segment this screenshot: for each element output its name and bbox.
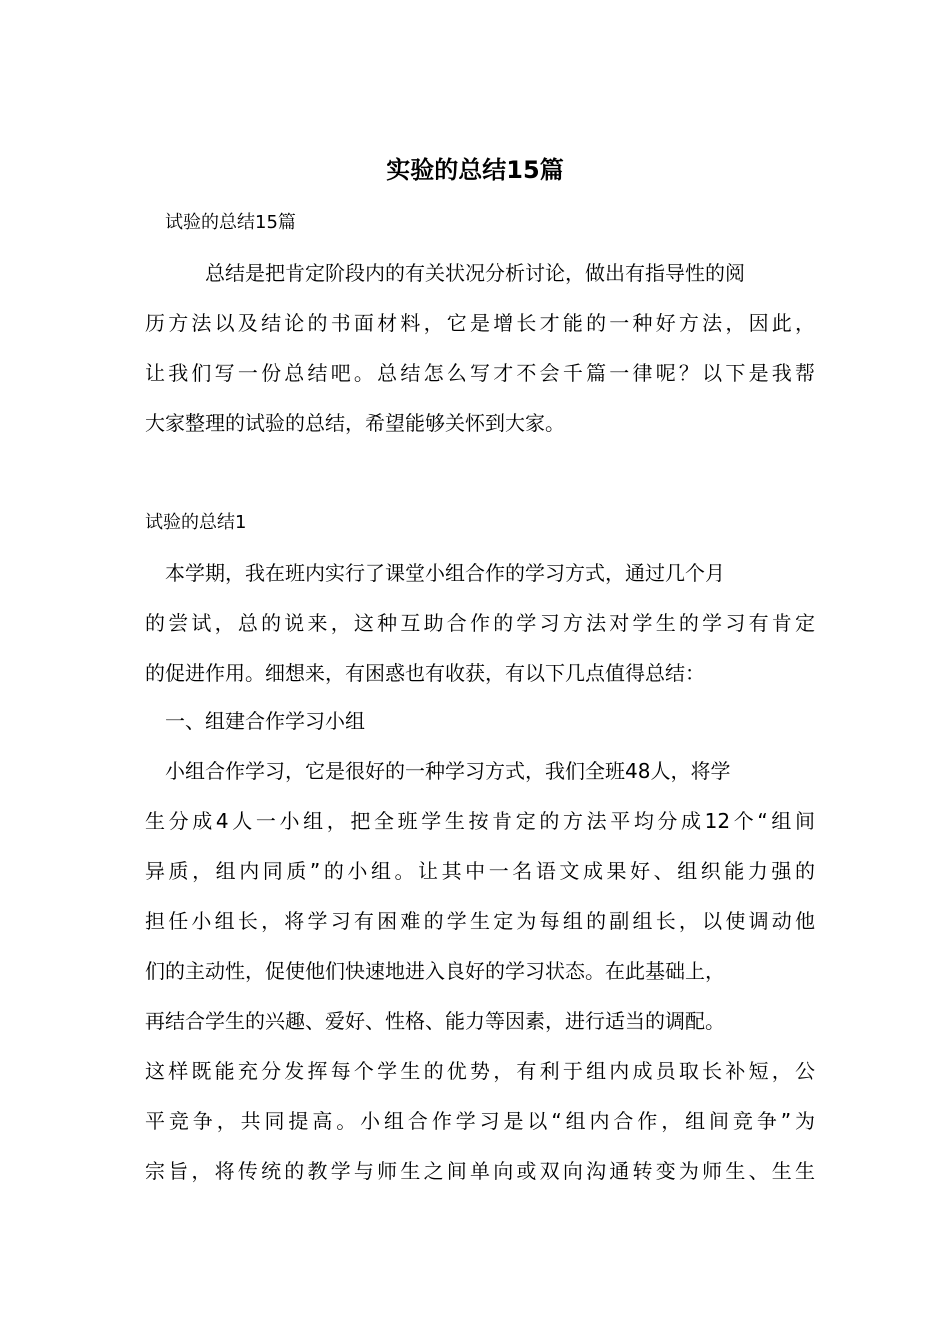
intro-line: 总结是把肯定阶段内的有关状况分析讨论，做出有指导性的阅 (205, 261, 745, 285)
section-heading: 试验的总结1 (145, 512, 247, 533)
intro-line: 让我们写一份总结吧。总结怎么写才不会千篇一律呢？以下是我帮 (145, 361, 815, 385)
paragraph-line: 生分成4人一小组，把全班学生按肯定的方法平均分成12个“组间 (145, 809, 815, 833)
document-title: 实验的总结15篇 (386, 156, 564, 184)
paragraph-line: 小组合作学习，它是很好的一种学习方式，我们全班48人，将学 (165, 759, 731, 783)
paragraph-line: 宗旨，将传统的教学与师生之间单向或双向沟通转变为师生、生生 (145, 1159, 815, 1183)
paragraph-line: 这样既能充分发挥每个学生的优势，有利于组内成员取长补短，公 (145, 1059, 815, 1083)
paragraph-line: 担任小组长，将学习有困难的学生定为每组的副组长，以使调动他 (145, 909, 815, 933)
paragraph-line: 再结合学生的兴趣、爱好、性格、能力等因素，进行适当的调配。 (145, 1009, 725, 1033)
subheading: 一、组建合作学习小组 (165, 709, 365, 733)
document-subtitle: 试验的总结15篇 (165, 212, 296, 233)
intro-line: 历方法以及结论的书面材料，它是增长才能的一种好方法，因此， (145, 311, 815, 335)
paragraph-line: 平竞争，共同提高。小组合作学习是以“组内合作，组间竞争”为 (145, 1109, 815, 1133)
paragraph-line: 本学期，我在班内实行了课堂小组合作的学习方式，通过几个月 (165, 561, 725, 585)
paragraph-line: 们的主动性，促使他们快速地进入良好的学习状态。在此基础上， (145, 959, 725, 983)
paragraph-line: 的尝试，总的说来，这种互助合作的学习方法对学生的学习有肯定 (145, 611, 815, 635)
intro-line: 大家整理的试验的总结，希望能够关怀到大家。 (145, 411, 565, 435)
paragraph-line: 异质，组内同质”的小组。让其中一名语文成果好、组织能力强的 (145, 859, 815, 883)
paragraph-line: 的促进作用。细想来，有困惑也有收获，有以下几点值得总结： (145, 661, 705, 685)
